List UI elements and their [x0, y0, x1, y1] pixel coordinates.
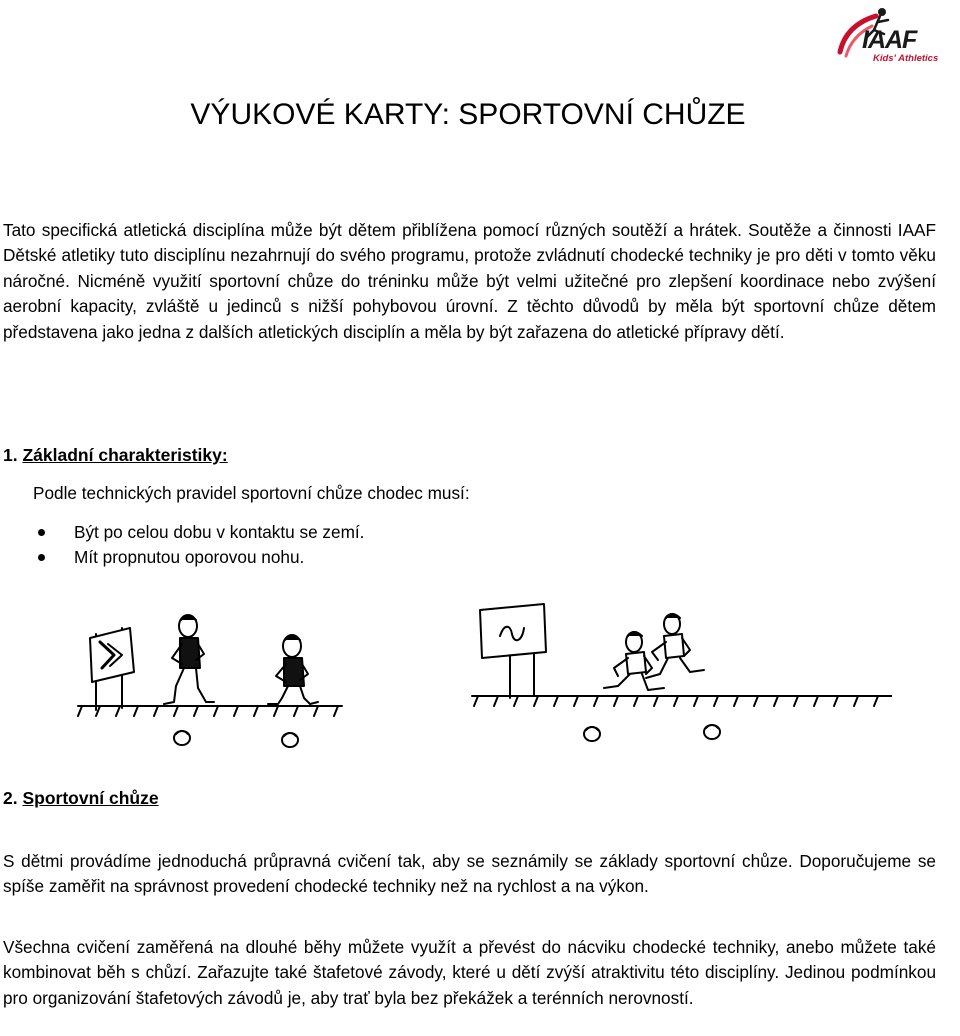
- race-walking-illustration: [72, 598, 892, 760]
- section2-paragraph-1: S dětmi provádíme jednoduchá průpravná cvičení tak, aby se seznámily se základy sportovní chůze. Doporučujeme se spíše zaměřit na správnost provedení chodecké techniky než na rychlost a na výkon.: [3, 851, 936, 897]
- section2-number: 2.: [3, 788, 18, 808]
- section1-intro: Podle technických pravidel sportovní chůze chodec musí:: [33, 483, 470, 503]
- bullet-icon: [38, 554, 45, 561]
- logo-text: IAAF: [862, 26, 917, 54]
- wave-sign-icon: [480, 604, 546, 698]
- runner-figure-icon: [604, 632, 664, 690]
- list-item-text: Mít propnutou oporovou nohu.: [74, 547, 305, 567]
- bullet-icon: [38, 529, 45, 536]
- rules-list: [33, 520, 364, 570]
- list-item-text: Být po celou dobu v kontaktu se zemí.: [74, 522, 365, 542]
- walker-figure-icon: [268, 635, 318, 704]
- chevron-sign-icon: [90, 628, 134, 710]
- section1-title: Základní charakteristiky:: [22, 445, 228, 465]
- section2-paragraph-2: Všechna cvičení zaměřená na dlouhé běhy můžete využít a převést do nácviku chodecké techniky, anebo můžete také kombinovat běh s chůzí. Zařazujte také štafetové závody, které u dětí zvýší atraktivitu této disciplíny. Jedinou podmínkou pro organizování štafetových závodů je, aby trať byla bez překážek a terénních nerovností.: [3, 937, 936, 1008]
- section2-title: Sportovní chůze: [22, 788, 159, 808]
- list-item: [33, 545, 364, 570]
- list-item: [33, 520, 364, 545]
- page-title: VÝUKOVÉ KARTY: SPORTOVNÍ CHŮZE: [190, 98, 746, 131]
- section1-number: 1.: [3, 445, 18, 465]
- runner-figure-icon: [646, 614, 704, 678]
- section2-heading: [3, 788, 159, 809]
- intro-paragraph: Tato specifická atletická disciplína může být dětem přiblížena pomocí různých soutěží a hrátek. Soutěže a činnosti IAAF Dětské atletiky tuto disciplínu nezahrnují do svého programu, protože zvládnutí chodecké techniky je pro děti v tomto věku náročné. Nicméně využití sportovní chůze do tréninku může být velmi užitečné pro zlepšení koordinace nebo zvýšení aerobní kapacity, zvláště u jedinců s nižší pohybovou úrovní. Z těchto důvodů by měla být sportovní chůze dětem představena jako jedna z dalších atletických disciplín a měla by být zařazena do atletické přípravy dětí.: [3, 220, 936, 342]
- logo-subtitle: Kids' Athletics: [873, 53, 939, 64]
- walker-figure-icon: [164, 615, 214, 704]
- section1-heading: [3, 445, 228, 466]
- iaaf-kids-athletics-logo: [826, 4, 956, 68]
